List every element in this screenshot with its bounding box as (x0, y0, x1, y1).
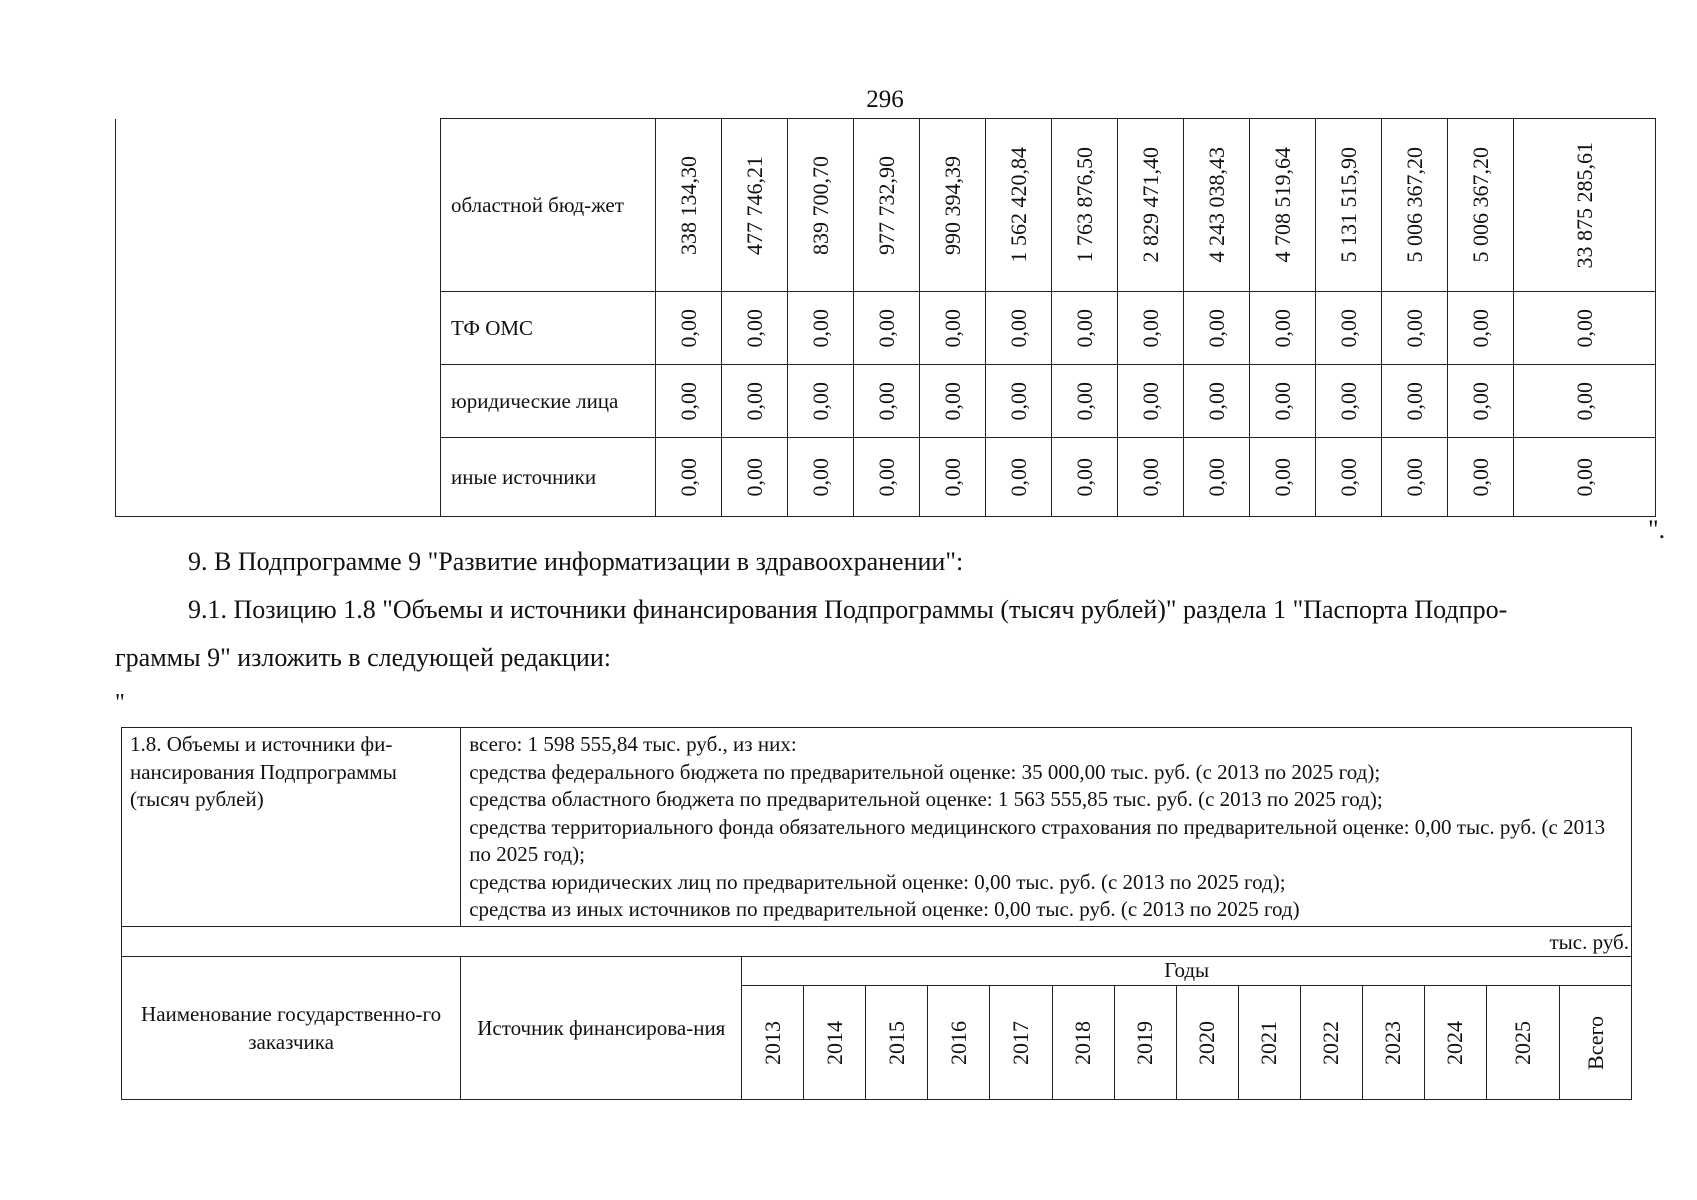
value-text: 0,00 (1270, 308, 1295, 348)
value-cell (656, 438, 722, 517)
value-text: 0,00 (874, 308, 899, 348)
value-text: 0,00 (1402, 457, 1427, 497)
table-row (116, 365, 1656, 438)
value-text: 0,00 (1204, 381, 1229, 421)
value-text: 0,00 (676, 457, 701, 497)
value-text: 1 763 876,50 (1072, 147, 1097, 263)
value-cell (722, 292, 788, 365)
value-cell (1316, 365, 1382, 438)
value-text: 0,00 (742, 457, 767, 497)
year-text: 2014 (822, 1020, 848, 1065)
column-header-year (742, 986, 804, 1100)
value-text: 0,00 (1336, 308, 1361, 348)
value-text: 0,00 (940, 381, 965, 421)
value-cell (1382, 119, 1448, 292)
value-cell (1448, 365, 1514, 438)
value-text: 0,00 (808, 381, 833, 421)
passport-line: средства областного бюджета по предварительной оценке: 1 563 555,85 тыс. руб. (с 2013 по 2025 год); (469, 787, 1383, 811)
header-row-years (122, 957, 1632, 986)
value-cell (1448, 119, 1514, 292)
total-cell (1514, 438, 1656, 517)
value-cell (854, 119, 920, 292)
table-row (116, 438, 1656, 517)
year-text: Всего (1582, 1015, 1608, 1070)
value-text: 0,00 (1072, 381, 1097, 421)
value-cell (1118, 365, 1184, 438)
value-text: 0,00 (808, 457, 833, 497)
value-text: 0,00 (676, 381, 701, 421)
value-text: 977 732,90 (874, 155, 899, 255)
value-cell (656, 119, 722, 292)
column-header-total (1559, 986, 1631, 1100)
value-cell (1250, 119, 1316, 292)
year-text: 2022 (1318, 1020, 1344, 1065)
unit-row (122, 926, 1632, 957)
paragraph-item-9-1: 9.1. Позицию 1.8 "Объемы и источники финансирования Подпрограммы (тысяч рублей)" раздела 1 "Паспорта Подпро- (188, 595, 1508, 624)
value-text: 839 700,70 (808, 155, 833, 255)
passport-line: средства из иных источников по предварительной оценке: 0,00 тыс. руб. (с 2013 по 2025 год) (469, 897, 1300, 921)
column-header-year (1300, 986, 1362, 1100)
value-cell (1118, 292, 1184, 365)
value-cell (1382, 365, 1448, 438)
empty-customer-cell (116, 438, 441, 517)
value-text: 5 131 515,90 (1336, 147, 1361, 263)
value-cell (788, 438, 854, 517)
passport-line: всего: 1 598 555,84 тыс. руб., из них: (469, 732, 797, 756)
value-text: 0,00 (1270, 381, 1295, 421)
value-cell (986, 438, 1052, 517)
value-cell (1250, 438, 1316, 517)
page-number: 296 (866, 86, 904, 113)
value-text: 0,00 (808, 308, 833, 348)
paragraph-item-9-1-continued: граммы 9" изложить в следующей редакции: (115, 643, 611, 672)
value-cell (1118, 119, 1184, 292)
value-text: 0,00 (676, 308, 701, 348)
value-text: 0,00 (940, 457, 965, 497)
value-text: 0,00 (1336, 381, 1361, 421)
value-cell (1316, 292, 1382, 365)
value-cell (1448, 292, 1514, 365)
passport-line: средства федерального бюджета по предварительной оценке: 35 000,00 тыс. руб. (с 2013 по 2025 год); (469, 759, 1381, 784)
value-cell (1052, 438, 1118, 517)
total-cell (1514, 119, 1656, 292)
opening-quote: " (115, 690, 125, 716)
value-text: 0,00 (1572, 381, 1597, 421)
passport-label: 1.8. Объемы и источники фи-нансирования Подпрограммы (тысяч рублей) (122, 728, 461, 927)
value-text: 477 746,21 (742, 155, 767, 255)
value-cell (854, 292, 920, 365)
year-text: 2020 (1194, 1020, 1220, 1065)
funding-table-continuation (115, 118, 1656, 517)
value-text: 0,00 (1270, 457, 1295, 497)
value-cell (1382, 292, 1448, 365)
column-header-year (990, 986, 1052, 1100)
value-text: 0,00 (1006, 457, 1031, 497)
value-text: 0,00 (874, 381, 899, 421)
value-cell (920, 292, 986, 365)
value-cell (1316, 438, 1382, 517)
value-text: 0,00 (1006, 381, 1031, 421)
column-header-year (1238, 986, 1300, 1100)
value-text: 0,00 (1468, 457, 1493, 497)
empty-customer-cell (116, 292, 441, 365)
value-cell (1184, 292, 1250, 365)
source-cell: юридические лица (441, 365, 656, 438)
value-cell (986, 365, 1052, 438)
value-text: 5 006 367,20 (1402, 147, 1427, 263)
value-text: 0,00 (1072, 308, 1097, 348)
column-header-customer: Наименование государственно-го заказчика (122, 957, 461, 1100)
year-text: 2013 (760, 1020, 786, 1065)
value-cell (1184, 438, 1250, 517)
value-cell (1250, 292, 1316, 365)
value-cell (1052, 365, 1118, 438)
value-text: 0,00 (1138, 308, 1163, 348)
value-cell (656, 292, 722, 365)
year-text: 2024 (1442, 1020, 1468, 1065)
source-cell: иные источники (441, 438, 656, 517)
year-text: 2017 (1008, 1020, 1034, 1065)
column-header-year (804, 986, 866, 1100)
value-text: 1 562 420,84 (1006, 147, 1031, 263)
empty-customer-cell (116, 119, 441, 292)
value-text: 0,00 (1006, 308, 1031, 348)
value-cell (1052, 292, 1118, 365)
passport-line: средства территориального фонда обязательного медицинского страхования по предварительной оценке: 0,00 тыс. руб. (с 2013 по 2025 год); (469, 814, 1606, 866)
value-text: 2 829 471,40 (1138, 147, 1163, 263)
value-text: 0,00 (1572, 308, 1597, 348)
value-text: 0,00 (1204, 308, 1229, 348)
value-cell (986, 292, 1052, 365)
value-text: 0,00 (1468, 308, 1493, 348)
passport-line: средства юридических лиц по предварительной оценке: 0,00 тыс. руб. (с 2013 по 2025 год); (469, 869, 1286, 894)
value-cell (1184, 365, 1250, 438)
value-cell (1382, 438, 1448, 517)
value-text: 0,00 (742, 308, 767, 348)
column-header-year (1114, 986, 1176, 1100)
value-cell (854, 438, 920, 517)
value-text: 0,00 (1204, 457, 1229, 497)
total-cell (1514, 292, 1656, 365)
year-text: 2018 (1070, 1020, 1096, 1065)
value-cell (1118, 438, 1184, 517)
value-cell (722, 365, 788, 438)
year-text: 2023 (1380, 1020, 1406, 1065)
value-text: 0,00 (1138, 457, 1163, 497)
value-cell (1184, 119, 1250, 292)
year-text: 2021 (1256, 1020, 1282, 1065)
unit-label: тыс. руб. (122, 926, 1632, 957)
passport-table (121, 727, 1632, 1100)
column-header-year (1362, 986, 1424, 1100)
column-header-year (1052, 986, 1114, 1100)
column-header-year (1424, 986, 1486, 1100)
year-text: 2016 (946, 1020, 972, 1065)
value-cell (788, 365, 854, 438)
total-cell (1514, 365, 1656, 438)
value-text: 0,00 (1402, 381, 1427, 421)
value-text: 338 134,30 (676, 155, 701, 255)
value-text: 0,00 (874, 457, 899, 497)
value-text: 0,00 (940, 308, 965, 348)
value-cell (788, 292, 854, 365)
table-row (116, 292, 1656, 365)
value-text: 0,00 (1468, 381, 1493, 421)
value-cell (920, 438, 986, 517)
value-cell (1052, 119, 1118, 292)
column-header-years: Годы (742, 957, 1632, 986)
value-text: 5 006 367,20 (1468, 147, 1493, 263)
value-cell (920, 119, 986, 292)
value-text: 0,00 (742, 381, 767, 421)
passport-row-1-8 (122, 728, 1632, 927)
column-header-source: Источник финансирова-ния (461, 957, 742, 1100)
value-cell (788, 119, 854, 292)
empty-customer-cell (116, 365, 441, 438)
year-text: 2019 (1132, 1020, 1158, 1065)
value-cell (1448, 438, 1514, 517)
value-text: 4 708 519,64 (1270, 147, 1295, 263)
column-header-year (866, 986, 928, 1100)
value-cell (1250, 365, 1316, 438)
closing-quote: ". (1648, 515, 1666, 544)
value-cell (722, 119, 788, 292)
value-cell (986, 119, 1052, 292)
value-text: 990 394,39 (940, 155, 965, 255)
value-text: 0,00 (1572, 457, 1597, 497)
column-header-year (1486, 986, 1559, 1100)
value-text: 0,00 (1138, 381, 1163, 421)
paragraph-item-9: 9. В Подпрограмме 9 "Развитие информатизации в здравоохранении": (188, 547, 964, 576)
source-cell: областной бюд-жет (441, 119, 656, 292)
value-cell (920, 365, 986, 438)
source-cell: ТФ ОМС (441, 292, 656, 365)
value-cell (656, 365, 722, 438)
value-text: 4 243 038,43 (1204, 147, 1229, 263)
value-text: 0,00 (1402, 308, 1427, 348)
value-cell (1316, 119, 1382, 292)
value-text: 0,00 (1336, 457, 1361, 497)
year-text: 2025 (1510, 1020, 1535, 1065)
value-cell (854, 365, 920, 438)
column-header-year (928, 986, 990, 1100)
passport-content (461, 728, 1632, 927)
column-header-year (1176, 986, 1238, 1100)
value-text: 33 875 285,61 (1572, 141, 1597, 269)
year-text: 2015 (884, 1020, 910, 1065)
value-text: 0,00 (1072, 457, 1097, 497)
value-cell (722, 438, 788, 517)
table-row (116, 119, 1656, 292)
